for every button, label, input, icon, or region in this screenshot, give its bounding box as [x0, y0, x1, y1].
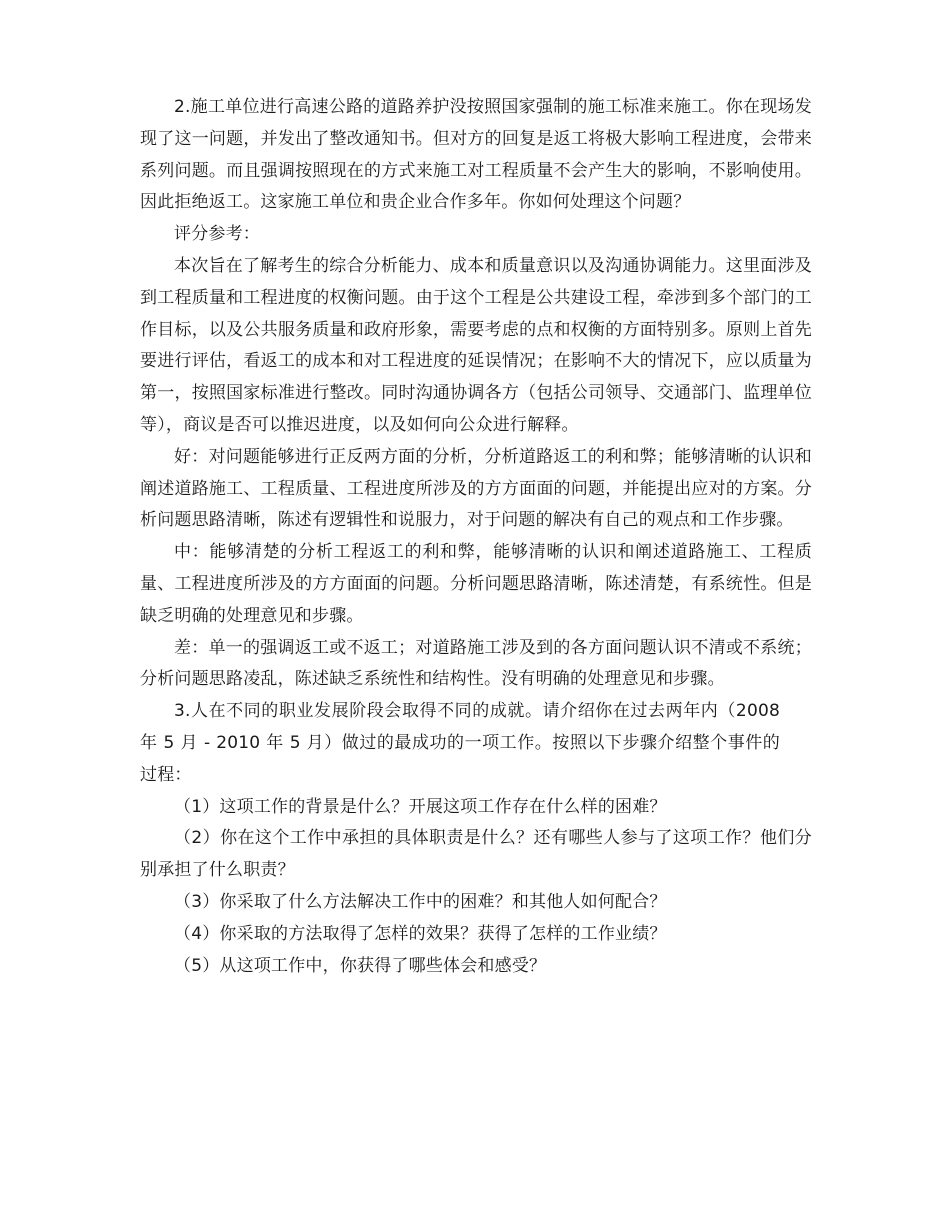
question-3-step-3: （3）你采取了什么方法解决工作中的困难？和其他人如何配合？: [174, 891, 667, 912]
question-3-step-4: （4）你采取的方法取得了怎样的效果？获得了怎样的工作业绩？: [174, 923, 667, 944]
question-3-text: 3.人在不同的职业发展阶段会取得不同的成就。请介绍你在过去两年内（2008 年 5 月 - 2010 年 5 月）做过的最成功的一项工作。按照以下步骤介绍整个事件的过程：: [140, 701, 780, 785]
scoring-level-good: 好：对问题能够进行正反两方面的分析，分析道路返工的利和弊；能够清晰的认识和阐述道路施工、工程质量、工程进度所涉及的方方面面的问题，并能提出应对的方案。分析问题思路清晰，陈述有逻辑性和说服力，对于问题的解决有自己的观点和工作步骤。: [140, 446, 812, 531]
question-3-step-1: （1）这项工作的背景是什么？开展这项工作存在什么样的困难？: [174, 796, 667, 817]
question-3-step-2: （2）你在这个工作中承担的具体职责是什么？还有哪些人参与了这项工作？他们分别承担了什么职责？: [140, 828, 812, 881]
scoring-description: 本次旨在了解考生的综合分析能力、成本和质量意识以及沟通协调能力。这里面涉及到工程质量和工程进度的权衡问题。由于这个工程是公共建设工程，牵涉到多个部门的工作目标，以及公共服务质量和政府形象，需要考虑的点和权衡的方面特别多。原则上首先要进行评估，看返工的成本和对工程进度的延误情况；在影响不大的情况下，应以质量为第一，按照国家标准进行整改。同时沟通协调各方（包括公司领导、交通部门、监理单位等），商议是否可以推迟进度，以及如何向公众进行解释。: [140, 255, 812, 435]
scoring-level-poor: 差：单一的强调返工或不返工；对道路施工涉及到的各方面问题认识不清或不系统；分析问题思路凌乱，陈述缺乏系统性和结构性。没有明确的处理意见和步骤。: [140, 637, 812, 690]
scoring-reference-heading: 评分参考：: [174, 224, 260, 245]
question-2-text: 2.施工单位进行高速公路的道路养护没按照国家强制的施工标准来施工。你在现场发现了这一问题，并发出了整改通知书。但对方的回复是返工将极大影响工程进度，会带来系列问题。而且强调按照现在的方式来施工对工程质量不会产生大的影响，不影响使用。因此拒绝返工。这家施工单位和贵企业合作多年。你如何处理这个问题？: [140, 97, 812, 213]
question-3-step-5: （5）从这项工作中，你获得了哪些体会和感受？: [174, 955, 547, 976]
document-body: [140, 92, 812, 982]
scoring-level-medium: 中：能够清楚的分析工程返工的利和弊，能够清晰的认识和阐述道路施工、工程质量、工程进度所涉及的方方面面的问题。分析问题思路清晰，陈述清楚，有系统性。但是缺乏明确的处理意见和步骤。: [140, 542, 812, 626]
